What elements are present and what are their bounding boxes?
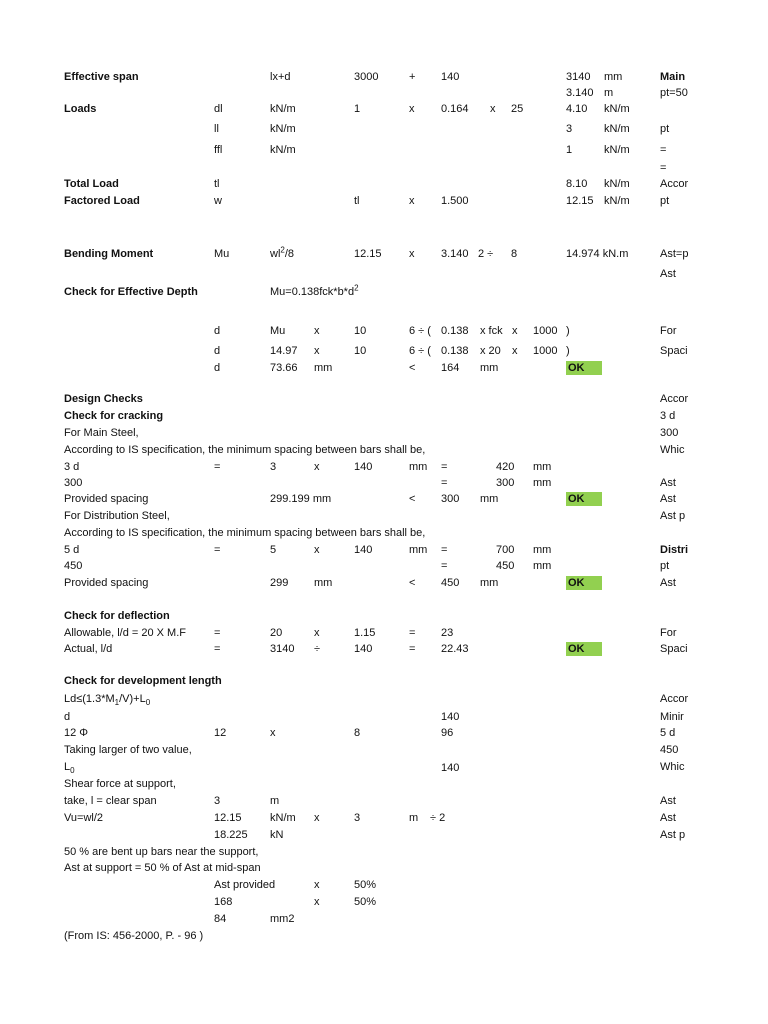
dist-450-res: 450 — [496, 560, 515, 572]
right-cell: Ast p — [660, 829, 686, 841]
dl-x2: x — [490, 103, 496, 115]
factored-load-result: 12.15 — [566, 195, 594, 207]
main-provided-label: Provided spacing — [64, 493, 149, 505]
dev-vu-div: ÷ 2 — [430, 812, 446, 824]
dev-phi-a: 12 — [214, 727, 227, 739]
dl-result: 4.10 — [566, 103, 588, 115]
right-cell: Ast — [660, 493, 676, 505]
dist-provided-cmp: < — [409, 577, 416, 589]
depth-row-1-d: 0.138 — [441, 325, 469, 337]
depth-row-2-c: 6 ÷ ( — [409, 345, 431, 357]
depth-row-1-c: 6 ÷ ( — [409, 325, 431, 337]
depth-check-formula: $Mu=0.138fck*b*d^2$ — [270, 283, 359, 298]
right-cell: Whic — [660, 444, 685, 456]
total-load-symbol: tl — [214, 178, 220, 190]
dist-provided-val-unit: mm — [314, 577, 333, 589]
depth-row-2-e: x 20 — [480, 345, 501, 357]
spec-text-main: According to IS specification, the minimum spacing between bars shall be, — [64, 444, 426, 456]
deflection-label: Check for deflection — [64, 610, 170, 622]
main-provided-lim: 300 — [441, 493, 460, 505]
dev-phi-res: 96 — [441, 727, 454, 739]
allowable-label: Allowable, l/d = 20 X M.F — [64, 627, 186, 639]
depth-row-1-op: x — [314, 325, 320, 337]
right-cell: pt — [660, 560, 670, 572]
right-clipped-column — [660, 0, 688, 1024]
right-cell: Ast — [660, 268, 676, 280]
allowable-eq2: = — [409, 627, 416, 639]
dist-steel-label: For Distribution Steel, — [64, 510, 170, 522]
main-3d-b: 140 — [354, 461, 373, 473]
dist-5d-label: 5 d — [64, 544, 80, 556]
ll-result-unit: kN/m — [604, 123, 630, 135]
dist-5d-eq: = — [214, 544, 221, 556]
bm-l: 3.140 — [441, 248, 469, 260]
depth-row-2-op: x — [314, 345, 320, 357]
spec-text-dist: According to IS specification, the minimum spacing between bars shall be, — [64, 527, 426, 539]
bm-pow: 2 ÷ — [478, 248, 494, 260]
actual-eq2: = — [409, 643, 416, 655]
depth-status-badge: OK — [566, 361, 602, 375]
span-result-m: 3.140 — [566, 87, 594, 99]
depth-row-2-g: 1000 — [533, 345, 558, 357]
right-cell: Main — [660, 71, 686, 83]
factored-factor: 1.500 — [441, 195, 469, 207]
dl-unit: kN/m — [270, 103, 296, 115]
factored-load-symbol: w — [214, 195, 222, 207]
main-3d-x: x — [314, 461, 320, 473]
main-300-res: 300 — [496, 477, 515, 489]
right-cell: 3 d — [660, 410, 676, 422]
dist-provided-unit: mm — [480, 577, 499, 589]
dev-larger-text: Taking larger of two value, — [64, 744, 192, 756]
ll-unit: kN/m — [270, 123, 296, 135]
bm-w: 12.15 — [354, 248, 382, 260]
right-cell: pt — [660, 195, 670, 207]
dev-vu-x: x — [314, 812, 320, 824]
dist-provided-label: Provided spacing — [64, 577, 149, 589]
main-3d-res-unit: mm — [533, 461, 552, 473]
dev-ast-prov-x: x — [314, 879, 320, 891]
right-cell: Accor — [660, 693, 688, 705]
depth-result-lim: 164 — [441, 362, 460, 374]
bm-result: 14.974 kN.m — [566, 248, 629, 260]
depth-row-1-f: x — [512, 325, 518, 337]
dev-vu-label: Vu=wl/2 — [64, 812, 104, 824]
span-value-1: 3000 — [354, 71, 379, 83]
dev-vu-res: 18.225 — [214, 829, 248, 841]
development-label: Check for development length — [64, 675, 222, 687]
allowable-res: 23 — [441, 627, 454, 639]
main-3d-res: 420 — [496, 461, 515, 473]
bm-x: x — [409, 248, 415, 260]
depth-result-cmp: < — [409, 362, 416, 374]
deflection-status-badge: OK — [566, 642, 602, 656]
main-3d-eq2: = — [441, 461, 448, 473]
depth-row-1-a: Mu — [270, 325, 286, 337]
dev-vu-a: 12.15 — [214, 812, 242, 824]
actual-op: ÷ — [314, 643, 321, 655]
depth-result-sym: d — [214, 362, 221, 374]
factored-load-label: Factored Load — [64, 195, 140, 207]
dist-5d-eq2: = — [441, 544, 448, 556]
dist-5d-unit: mm — [409, 544, 428, 556]
main-provided-cmp: < — [409, 493, 416, 505]
actual-b: 140 — [354, 643, 373, 655]
dist-5d-res: 700 — [496, 544, 515, 556]
main-provided-unit: mm — [480, 493, 499, 505]
ll-symbol: ll — [214, 123, 219, 135]
right-cell: Spaci — [660, 345, 688, 357]
right-cell: = — [660, 162, 667, 174]
right-cell: = — [660, 144, 667, 156]
allowable-a: 20 — [270, 627, 283, 639]
actual-a: 3140 — [270, 643, 295, 655]
actual-label: Actual, l/d — [64, 643, 113, 655]
dev-ast-168-x: x — [314, 896, 320, 908]
depth-row-2-sym: d — [214, 345, 221, 357]
dist-provided-val: 299 — [270, 577, 289, 589]
dl-result-unit: kN/m — [604, 103, 630, 115]
ffl-symbol: ffl — [214, 144, 223, 156]
depth-row-1-h: ) — [566, 325, 570, 337]
dev-phi-x: x — [270, 727, 276, 739]
right-cell: Ast=p — [660, 248, 688, 260]
depth-row-1-b: 10 — [354, 325, 367, 337]
dev-vu-b: 3 — [354, 812, 361, 824]
allowable-b: 1.15 — [354, 627, 376, 639]
allowable-eq: = — [214, 627, 221, 639]
span-formula: lx+d — [270, 71, 291, 83]
dev-l0-label: $L_0$ — [64, 761, 75, 776]
main-3d-unit: mm — [409, 461, 428, 473]
main-spacing-status-badge: OK — [566, 492, 602, 506]
ll-result: 3 — [566, 123, 573, 135]
factored-tl: tl — [354, 195, 360, 207]
factored-x: x — [409, 195, 415, 207]
right-cell: Ast — [660, 577, 676, 589]
dev-ast-prov-label: Ast provided — [214, 879, 276, 891]
depth-result-val: 73.66 — [270, 362, 298, 374]
right-cell: pt — [660, 123, 670, 135]
dist-5d-x: x — [314, 544, 320, 556]
dev-clear-val: 3 — [214, 795, 221, 807]
depth-result-lim-unit: mm — [480, 362, 499, 374]
right-cell: Whic — [660, 761, 685, 773]
ffl-result: 1 — [566, 144, 573, 156]
right-cell: Minir — [660, 711, 684, 723]
span-unit-mm: mm — [604, 71, 623, 83]
right-cell: Ast — [660, 477, 676, 489]
dev-bent-text: 50 % are bent up bars near the support, — [64, 846, 259, 858]
depth-row-2-b: 10 — [354, 345, 367, 357]
dl-b: 0.164 — [441, 103, 469, 115]
main-300-res-unit: mm — [533, 477, 552, 489]
bending-moment-formula: $wl^2/8$ — [270, 245, 295, 260]
right-cell: 5 d — [660, 727, 676, 739]
dev-ast-prov-pct: 50% — [354, 879, 377, 891]
span-unit-m: m — [604, 87, 614, 99]
loads-label: Loads — [64, 103, 97, 115]
ffl-result-unit: kN/m — [604, 144, 630, 156]
depth-row-2-d: 0.138 — [441, 345, 469, 357]
right-cell: 300 — [660, 427, 679, 439]
right-cell: Ast — [660, 795, 676, 807]
cracking-label: Check for cracking — [64, 410, 164, 422]
total-load-result: 8.10 — [566, 178, 588, 190]
right-cell: 450 — [660, 744, 679, 756]
main-3d-eq: = — [214, 461, 221, 473]
depth-row-1-sym: d — [214, 325, 221, 337]
actual-res: 22.43 — [441, 643, 469, 655]
dev-reference: (From IS: 456-2000, P. - 96 ) — [64, 930, 204, 942]
dl-c: 25 — [511, 103, 524, 115]
depth-row-2-f: x — [512, 345, 518, 357]
right-cell: Accor — [660, 393, 688, 405]
span-result-mm: 3140 — [566, 71, 591, 83]
right-cell: pt=50 — [660, 87, 688, 99]
right-cell: For — [660, 325, 677, 337]
dev-ast-support-text: Ast at support = 50 % of Ast at mid-span — [64, 862, 261, 874]
design-checks-label: Design Checks — [64, 393, 143, 405]
depth-row-2-h: ) — [566, 345, 570, 357]
right-cell: Accor — [660, 178, 688, 190]
dl-x1: x — [409, 103, 415, 115]
bending-moment-symbol: Mu — [214, 248, 230, 260]
right-cell: For — [660, 627, 677, 639]
dev-ast-84-unit: mm2 — [270, 913, 295, 925]
dev-ast-168: 168 — [214, 896, 233, 908]
dev-vu-u2: m — [409, 812, 419, 824]
dist-provided-lim: 450 — [441, 577, 460, 589]
allowable-x: x — [314, 627, 320, 639]
dist-450-res-unit: mm — [533, 560, 552, 572]
dist-5d-b: 140 — [354, 544, 373, 556]
factored-load-unit: kN/m — [604, 195, 630, 207]
main-300-label: 300 — [64, 477, 83, 489]
dev-shear-text: Shear force at support, — [64, 778, 176, 790]
right-cell: Distri — [660, 544, 688, 556]
dl-symbol: dl — [214, 103, 223, 115]
dist-5d-res-unit: mm — [533, 544, 552, 556]
dist-450-label: 450 — [64, 560, 83, 572]
effective-span-label: Effective span — [64, 71, 139, 83]
dev-ast-84: 84 — [214, 913, 227, 925]
actual-eq: = — [214, 643, 221, 655]
dev-vu-unit: kN/m — [270, 812, 296, 824]
main-3d-a: 3 — [270, 461, 277, 473]
main-3d-label: 3 d — [64, 461, 80, 473]
depth-row-2-a: 14.97 — [270, 345, 298, 357]
dl-a: 1 — [354, 103, 361, 115]
span-value-2: 140 — [441, 71, 460, 83]
dev-phi-label: 12 Φ — [64, 727, 89, 739]
development-formula: $Ld\le(1.3*M_1/V)+L_0$ — [64, 693, 151, 708]
total-load-unit: kN/m — [604, 178, 630, 190]
main-300-eq: = — [441, 477, 448, 489]
span-operator: + — [409, 71, 416, 83]
depth-row-1-g: 1000 — [533, 325, 558, 337]
bm-div: 8 — [511, 248, 518, 260]
main-provided-val: 299.199 mm — [270, 493, 332, 505]
total-load-label: Total Load — [64, 178, 119, 190]
dev-phi-b: 8 — [354, 727, 361, 739]
depth-check-label: Check for Effective Depth — [64, 286, 198, 298]
depth-result-unit: mm — [314, 362, 333, 374]
dist-5d-a: 5 — [270, 544, 277, 556]
dist-spacing-status-badge: OK — [566, 576, 602, 590]
ffl-unit: kN/m — [270, 144, 296, 156]
right-cell: Spaci — [660, 643, 688, 655]
dev-l0-val: 140 — [441, 762, 460, 774]
dev-ast-168-pct: 50% — [354, 896, 377, 908]
dev-clear-unit: m — [270, 795, 280, 807]
depth-row-1-e: x fck — [480, 325, 503, 337]
dev-vu-res-unit: kN — [270, 829, 284, 841]
right-cell: Ast p — [660, 510, 686, 522]
bending-moment-label: Bending Moment — [64, 248, 154, 260]
dist-450-eq: = — [441, 560, 448, 572]
dev-d-val: 140 — [441, 711, 460, 723]
main-steel-label: For Main Steel, — [64, 427, 139, 439]
dev-clear-label: take, l = clear span — [64, 795, 157, 807]
dev-d-label: d — [64, 711, 71, 723]
right-cell: Ast — [660, 812, 676, 824]
